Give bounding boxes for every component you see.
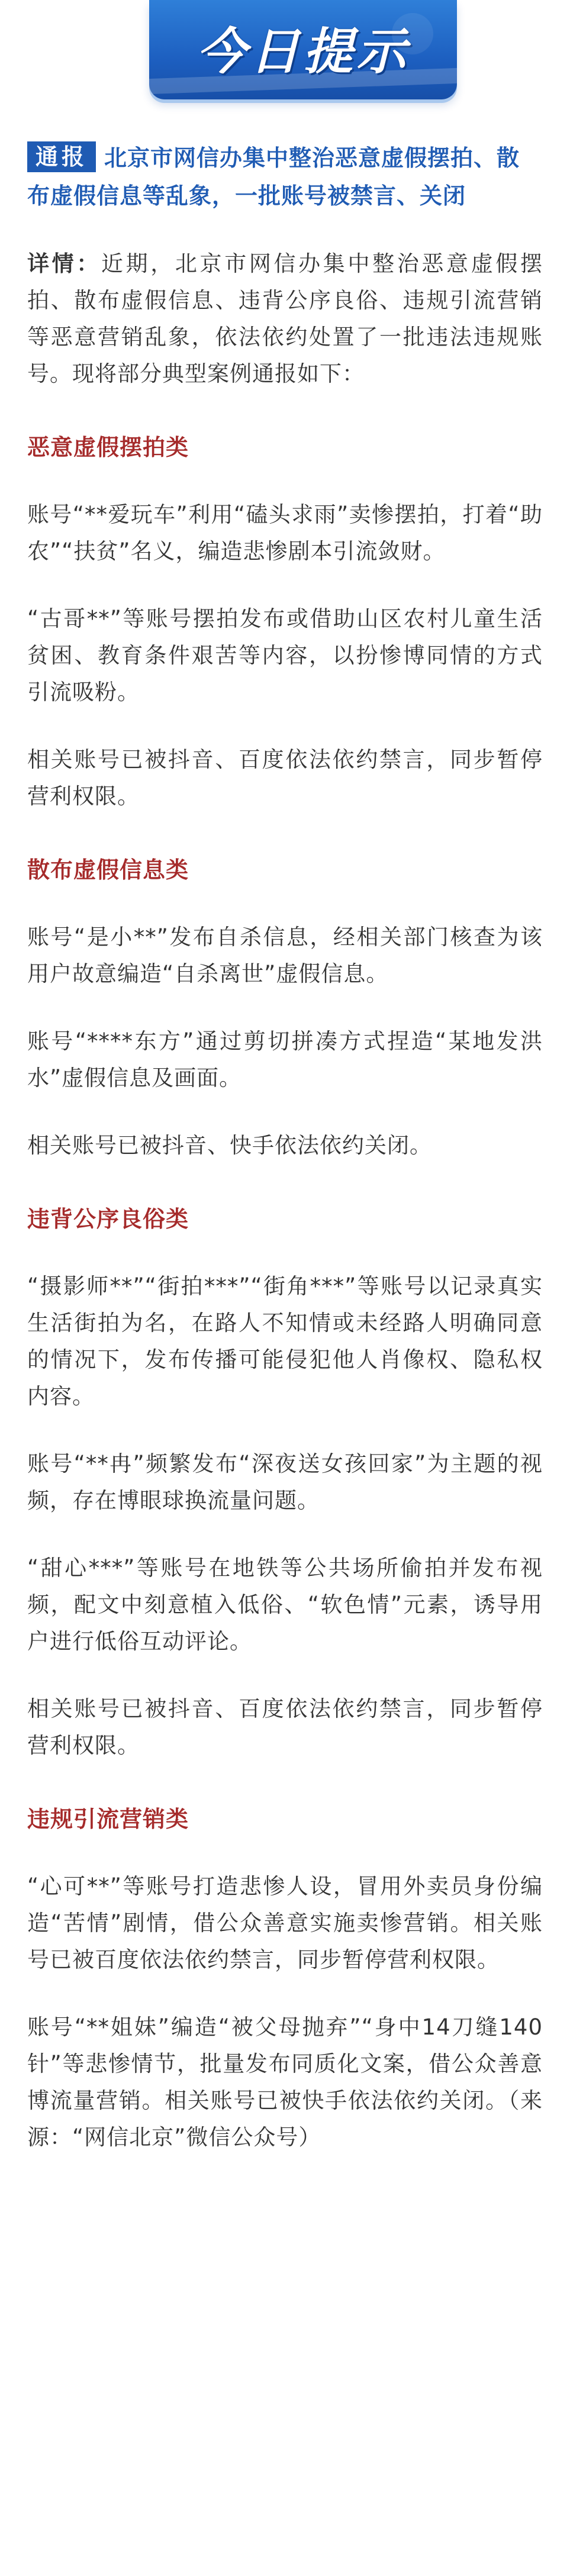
- paragraph: 账号“****东方”通过剪切拼凑方式捏造“某地发洪水”虚假信息及画面。: [27, 1029, 543, 1091]
- notice-tag: 通报: [27, 141, 96, 172]
- paragraph: “古哥**”等账号摆拍发布或借助山区农村儿童生活贫困、教育条件艰苦等内容，以扮惨博同情的方式引流吸粉。: [27, 606, 543, 705]
- section-title-fake-staging: 恶意虚假摆拍类: [27, 434, 189, 460]
- headline-text: 北京市网信办集中整治恶意虚假摆拍、散布虚假信息等乱象，一批账号被禁言、关闭: [27, 145, 520, 209]
- detail-text: 近期，北京市网信办集中整治恶意虚假摆拍、散布虚假信息、违背公序良俗、违规引流营销等恶意营销乱象，依法依约处置了一批违法违规账号。现将部分典型案例通报如下：: [27, 251, 543, 386]
- paragraph: 账号“**爱玩车”利用“磕头求雨”卖惨摆拍，打着“助农”“扶贫”名义，编造悲惨剧本引流敛财。: [27, 502, 543, 564]
- paragraph: “摄影师**”“街拍***”“街角***”等账号以记录真实生活街拍为名，在路人不知情或未经路人明确同意的情况下，发布传播可能侵犯他人肖像权、隐私权内容。: [27, 1274, 543, 1409]
- banner-title: 今日提示: [196, 22, 410, 80]
- paragraph: 账号“是小**”发布自杀信息，经相关部门核查为该用户故意编造“自杀离世”虚假信息。: [27, 924, 543, 986]
- detail-paragraph: [27, 246, 543, 392]
- section-title-false-info: 散布虚假信息类: [27, 857, 189, 883]
- paragraph: 账号“**姐妹”编造“被父母抛弃”“身中14刀缝140针”等悲惨情节，批量发布同质化文案，借公众善意博流量营销。相关账号已被快手依法依约关闭。（来源：“网信北京”微信公众号）: [27, 2014, 543, 2150]
- paragraph: 相关账号已被抖音、快手依法依约关闭。: [27, 1133, 432, 1158]
- paragraph: “甜心***”等账号在地铁等公共场所偷拍并发布视频，配文中刻意植入低俗、“软色情”元素，诱导用户进行低俗互动评论。: [27, 1555, 543, 1654]
- section-title-public-order: 违背公序良俗类: [27, 1206, 189, 1232]
- headline: [27, 139, 543, 215]
- paragraph: 账号“**冉”频繁发布“深夜送女孩回家”为主题的视频，存在博眼球换流量问题。: [27, 1451, 543, 1513]
- detail-label: 详情：: [27, 251, 101, 276]
- section-title-illegal-marketing: 违规引流营销类: [27, 1806, 189, 1832]
- paragraph: 相关账号已被抖音、百度依法依约禁言，同步暂停营利权限。: [27, 1696, 543, 1758]
- today-tips-banner: [149, 0, 457, 99]
- header-banner-area: [27, 0, 543, 121]
- paragraph: “心可**”等账号打造悲惨人设，冒用外卖员身份编造“苦情”剧情，借公众善意实施卖惨营销。相关账号已被百度依法依约禁言，同步暂停营利权限。: [27, 1874, 543, 1972]
- paragraph: 相关账号已被抖音、百度依法依约禁言，同步暂停营利权限。: [27, 747, 543, 809]
